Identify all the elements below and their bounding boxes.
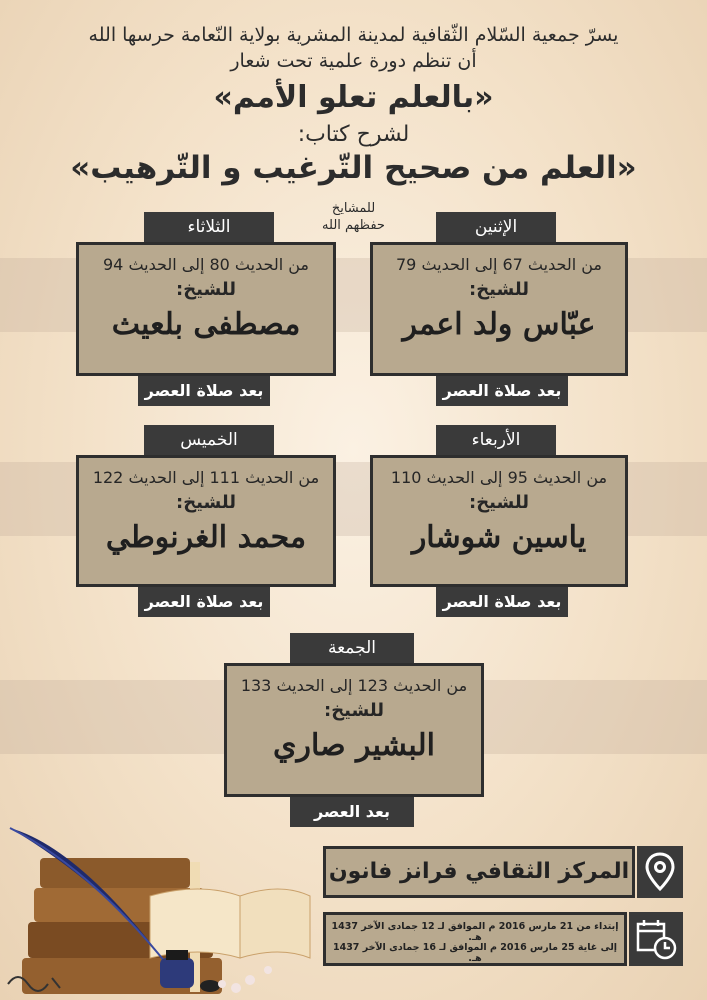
- hadith-range: من الحديث 111 إلى الحديث 122: [92, 468, 320, 487]
- sheikh-label: للشيخ:: [176, 492, 236, 513]
- hadith-range: من الحديث 67 إلى الحديث 79: [396, 255, 602, 274]
- intro-line-2: أن تنظم دورة علمية تحت شعار: [230, 50, 477, 72]
- books-quill-illustration: [0, 818, 320, 1000]
- book-title: «العلم من صحيح التّرغيب و التّرهيب»: [70, 150, 637, 186]
- sheikh-label: للشيخ:: [469, 279, 529, 300]
- session-time: بعد صلاة العصر: [436, 587, 568, 617]
- sheikh-name: محمد الغرنوطي: [105, 520, 307, 555]
- location-pin-icon: [637, 846, 683, 898]
- slogan: «بالعلم تعلو الأمم»: [213, 80, 494, 115]
- day-monday: الإثنين: [436, 212, 556, 242]
- session-time: بعد صلاة العصر: [138, 587, 270, 617]
- session-card-tuesday: [76, 242, 336, 376]
- session-card-wednesday: [370, 455, 628, 587]
- venue-label: المركز الثقافي فرانز فانون: [328, 859, 630, 884]
- intro-line-1: يسرّ جمعية السّلام الثّقافية لمدينة المشرية بولاية النّعامة حرسها الله: [88, 24, 619, 46]
- session-card-friday: [224, 663, 484, 797]
- location-pin-glyph: [637, 846, 683, 898]
- dates-box: [323, 912, 627, 966]
- pearls-icon: [218, 966, 272, 993]
- scholars-note: للمشايخ: [331, 201, 376, 216]
- calendar-glyph: [629, 912, 683, 966]
- session-time: بعد صلاة العصر: [436, 376, 568, 406]
- end-date: إلى غاية 25 مارس 2016 م الموافق لـ 16 جمادى الآخر 1437 هـ.: [332, 942, 618, 964]
- sheikh-name: ياسين شوشار: [411, 520, 587, 555]
- hadith-range: من الحديث 95 إلى الحديث 110: [390, 468, 608, 487]
- sheikh-label: للشيخ:: [469, 492, 529, 513]
- sheikh-label: للشيخ:: [176, 279, 236, 300]
- book-subtitle: لشرح كتاب:: [297, 122, 410, 147]
- day-friday: الجمعة: [290, 633, 414, 663]
- hadith-range: من الحديث 80 إلى الحديث 94: [103, 255, 309, 274]
- day-wednesday: الأربعاء: [436, 425, 556, 455]
- hadith-range: من الحديث 123 إلى الحديث 133: [240, 676, 468, 695]
- day-tuesday: الثلاثاء: [144, 212, 274, 242]
- sheikh-name: مصطفى بلعيث: [111, 307, 301, 342]
- session-card-monday: [370, 242, 628, 376]
- day-thursday: الخميس: [144, 425, 274, 455]
- start-date: إبتداء من 21 مارس 2016 م الموافق لـ 12 جمادى الآخر 1437 هـ.: [331, 921, 619, 943]
- sheikh-label: للشيخ:: [324, 700, 384, 721]
- session-time: بعد العصر: [290, 797, 414, 827]
- session-card-thursday: [76, 455, 336, 587]
- open-book-icon: [150, 889, 310, 958]
- scholars-note-blessing: حفظهم الله: [322, 218, 385, 233]
- sheikh-name: عبّاس ولد اعمر: [402, 307, 596, 342]
- sheikh-name: البشير صاري: [273, 728, 435, 763]
- venue-box: [323, 846, 635, 898]
- calendar-clock-icon: [629, 912, 683, 966]
- session-time: بعد صلاة العصر: [138, 376, 270, 406]
